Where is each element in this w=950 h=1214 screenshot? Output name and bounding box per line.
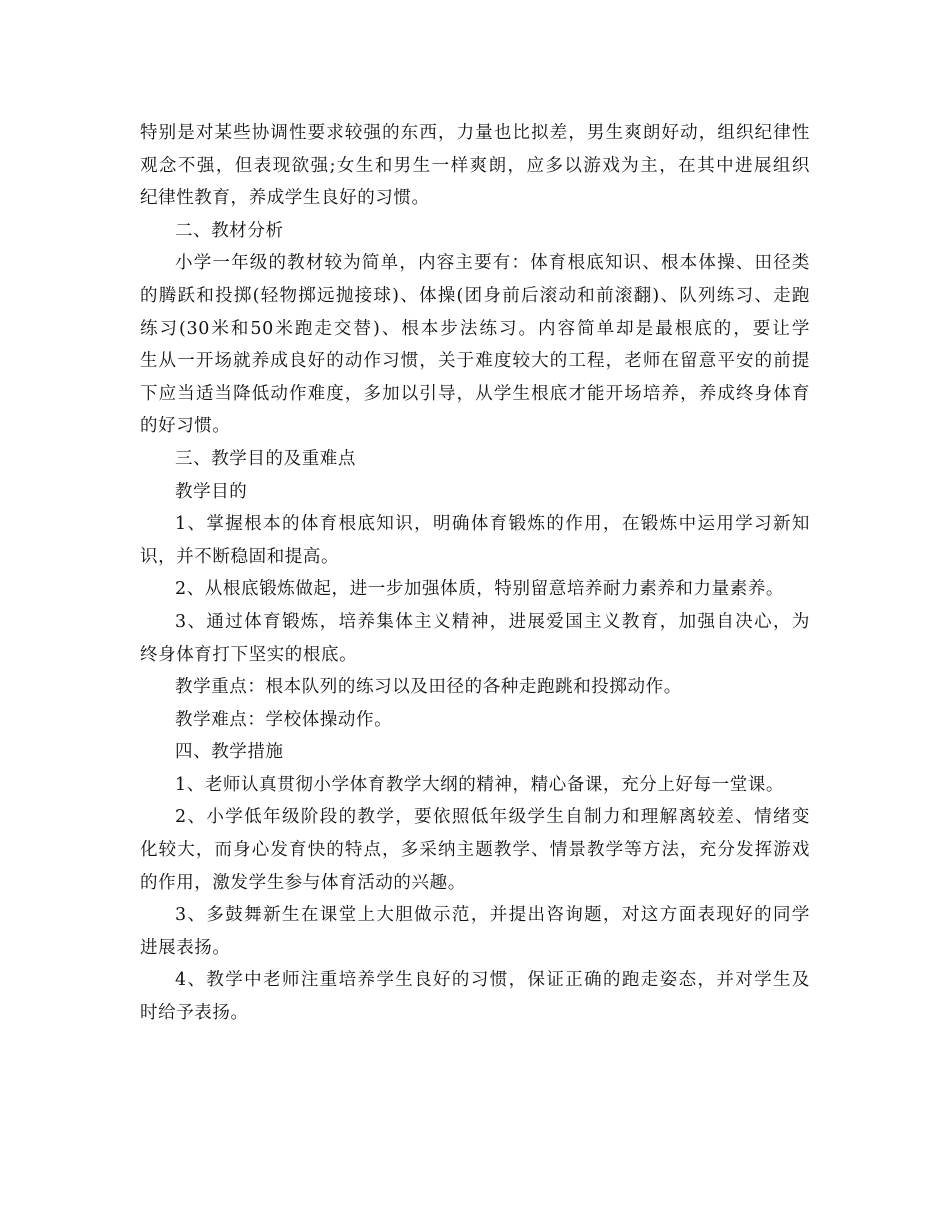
text-line: 小学一年级的教材较为简单，内容主要有：体育根底知识、根本体操、田径类 bbox=[175, 253, 810, 274]
text-line: 纪律性教育，养成学生良好的习惯。 bbox=[140, 188, 430, 209]
text-line: 2、小学低年级阶段的教学，要依照低年级学生自制力和理解离较差、情绪变 bbox=[175, 807, 810, 828]
text-line: 的好习惯。 bbox=[140, 416, 231, 437]
text-line: 练习(30米和50米跑走交替)、根本步法练习。内容简单却是最根底的，要让学 bbox=[140, 318, 810, 339]
text-line: 1、掌握根本的体育根底知识，明确体育锻炼的作用，在锻炼中运用学习新知 bbox=[175, 514, 810, 535]
text-line: 3、多鼓舞新生在课堂上大胆做示范，并提出咨询题，对这方面表现好的同学 bbox=[175, 905, 810, 926]
text-line: 观念不强，但表现欲强;女生和男生一样爽朗，应多以游戏为主，在其中进展组织 bbox=[140, 155, 810, 176]
text-line: 化较大，而身心发育快的特点，多采纳主题教学、情景教学等方法，充分发挥游戏 bbox=[140, 840, 810, 861]
document-body bbox=[140, 117, 812, 1030]
text-line: 的作用，激发学生参与体育活动的兴趣。 bbox=[140, 872, 466, 893]
text-line: 的腾跃和投掷(轻物掷远抛接球)、体操(团身前后滚动和前滚翻)、队列练习、走跑 bbox=[140, 285, 810, 306]
text-line: 教学难点：学校体操动作。 bbox=[175, 709, 393, 730]
text-line: 1、老师认真贯彻小学体育教学大纲的精神，精心备课，充分上好每一堂课。 bbox=[175, 774, 785, 795]
text-line: 3、通过体育锻炼，培养集体主义精神，进展爱国主义教育，加强自决心，为 bbox=[175, 611, 810, 632]
text-line: 特别是对某些协调性要求较强的东西，力量也比拟差，男生爽朗好动，组织纪律性 bbox=[140, 123, 810, 143]
text-line: 三、教学目的及重难点 bbox=[175, 448, 356, 469]
text-line: 教学目的 bbox=[175, 481, 248, 502]
text-line: 识，并不断稳固和提高。 bbox=[140, 546, 340, 567]
text-line: 教学重点：根本队列的练习以及田径的各种走跑跳和投掷动作。 bbox=[175, 677, 682, 698]
text-line: 时给予表扬。 bbox=[140, 1003, 249, 1024]
text-line: 四、教学措施 bbox=[175, 742, 284, 763]
text-line: 终身体育打下坚实的根底。 bbox=[140, 644, 358, 665]
text-line: 生从一开场就养成良好的动作习惯，关于难度较大的工程，老师在留意平安的前提 bbox=[140, 351, 810, 372]
text-line: 4、教学中老师注重培养学生良好的习惯，保证正确的跑走姿态，并对学生及 bbox=[175, 970, 810, 991]
text-line: 下应当适当降低动作难度，多加以引导，从学生根底才能开场培养，养成终身体育 bbox=[140, 383, 810, 404]
text-line: 2、从根底锻炼做起，进一步加强体质，特别留意培养耐力素养和力量素养。 bbox=[175, 579, 785, 600]
text-line: 进展表扬。 bbox=[140, 937, 231, 958]
text-line: 二、教材分析 bbox=[175, 220, 284, 241]
